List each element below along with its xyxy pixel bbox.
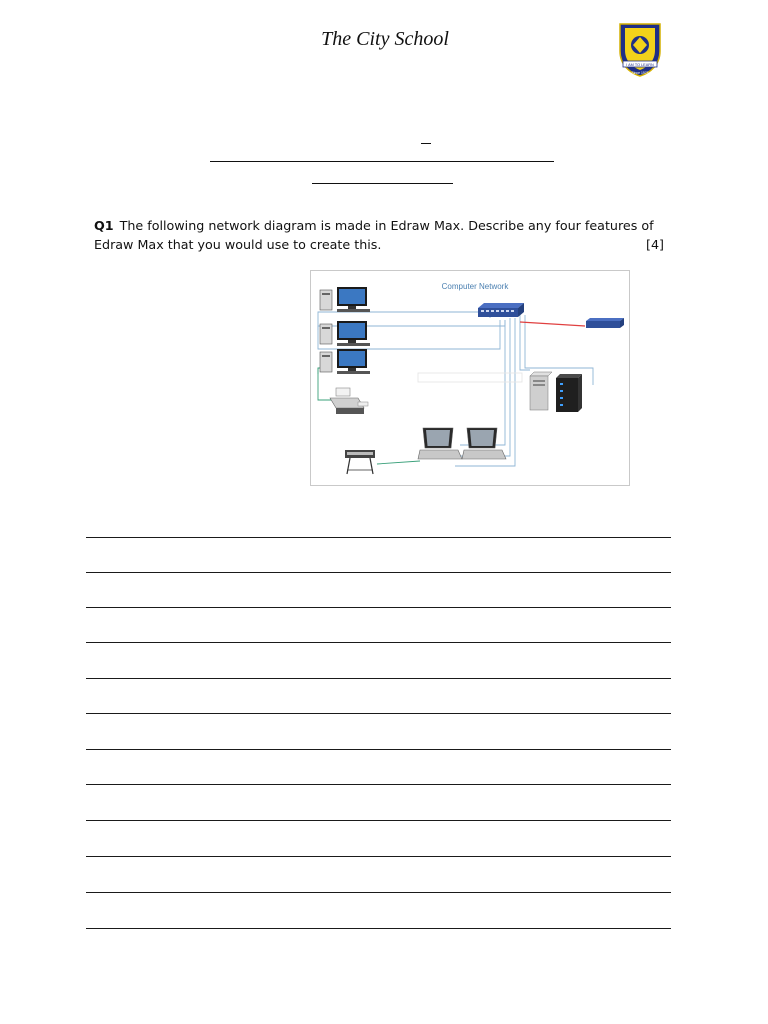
answer-line[interactable]	[86, 784, 671, 785]
school-logo	[617, 21, 663, 77]
answer-line[interactable]	[86, 572, 671, 573]
question-number: Q1	[94, 218, 114, 233]
switch-icon	[478, 303, 524, 317]
question-text-2: Edraw Max that you would use to create this.	[94, 237, 382, 252]
question-line-1	[94, 216, 664, 235]
question-marks: [4]	[646, 237, 664, 252]
question-text-1: The following network diagram is made in Edraw Max. Describe any four features of	[119, 218, 654, 233]
question-line-2	[94, 235, 664, 254]
answer-line[interactable]	[86, 537, 671, 538]
title-blank-line	[210, 161, 554, 162]
logo-since: Since 1978	[631, 71, 649, 75]
answer-line[interactable]	[86, 820, 671, 821]
answer-line[interactable]	[86, 678, 671, 679]
logo-motto: I AM TO LEARN	[626, 63, 654, 67]
server-icon	[556, 374, 582, 412]
question-block	[94, 216, 664, 254]
answer-line[interactable]	[86, 713, 671, 714]
short-dash	[421, 143, 431, 144]
subtitle-blank-line	[312, 183, 453, 184]
answer-line[interactable]	[86, 856, 671, 857]
answer-line[interactable]	[86, 928, 671, 929]
network-diagram	[310, 270, 630, 486]
diagram-title: Computer Network	[441, 282, 509, 291]
school-name: The City School	[321, 28, 449, 50]
answer-line[interactable]	[86, 749, 671, 750]
answer-line[interactable]	[86, 892, 671, 893]
answer-line[interactable]	[86, 607, 671, 608]
router-icon	[586, 318, 624, 328]
answer-line[interactable]	[86, 642, 671, 643]
